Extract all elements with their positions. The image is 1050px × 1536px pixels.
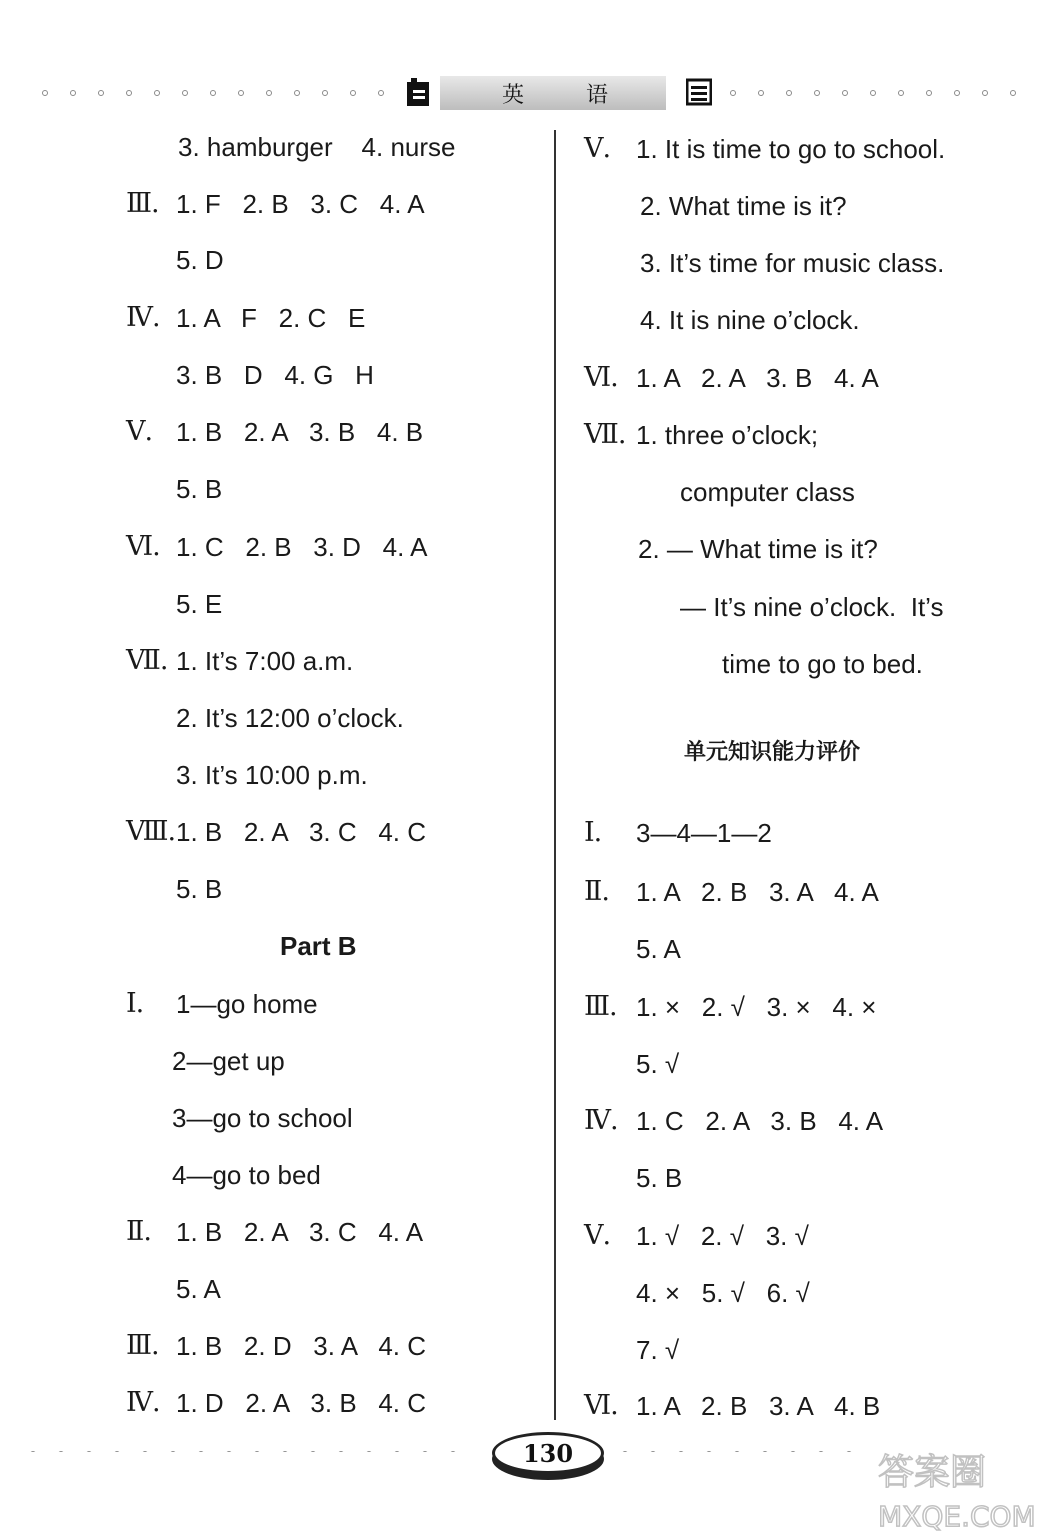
divider-dot <box>238 90 244 96</box>
divider-dot <box>450 1451 456 1452</box>
roman-numeral: Ⅶ. <box>584 419 626 450</box>
divider-dot <box>154 90 160 96</box>
roman-numeral: Ⅳ. <box>584 1105 618 1136</box>
subject-char-2: 语 <box>586 83 609 108</box>
roman-numeral: Ⅰ. <box>584 817 602 848</box>
roman-numeral: Ⅱ. <box>126 1216 151 1247</box>
answer-line: 5. D <box>176 245 224 275</box>
answer-line: 1—go home <box>176 989 318 1019</box>
divider-dot <box>394 1451 400 1452</box>
page-header <box>0 70 1050 114</box>
divider-dot <box>758 90 764 96</box>
divider-dot <box>706 1451 712 1452</box>
header-dot-rule-left <box>42 90 402 96</box>
answer-line: 5. B <box>636 1163 683 1193</box>
footer-dot-rule-right <box>622 1444 872 1452</box>
column-divider <box>554 130 556 1420</box>
divider-dot <box>734 1451 740 1452</box>
divider-dot <box>30 1451 36 1452</box>
divider-dot <box>650 1451 656 1452</box>
divider-dot <box>814 90 820 96</box>
divider-dot <box>70 90 76 96</box>
answer-line: 5. E <box>176 589 223 619</box>
divider-dot <box>322 90 328 96</box>
svg-text:答案圈: 答案圈 <box>878 1452 987 1493</box>
watermark-logo <box>872 1440 1044 1536</box>
divider-dot <box>870 90 876 96</box>
answer-line: 5. A <box>636 934 681 964</box>
divider-dot <box>338 1451 344 1452</box>
divider-dot <box>170 1451 176 1452</box>
answer-line: 3. B D 4. G H <box>176 360 374 390</box>
answer-line: 1. B 2. A 3. C 4. C <box>176 817 427 847</box>
roman-numeral: Ⅵ. <box>584 1390 618 1421</box>
divider-dot <box>982 90 988 96</box>
roman-numeral: Ⅲ. <box>584 991 617 1022</box>
answer-line: 4—go to bed <box>172 1160 321 1190</box>
divider-dot <box>254 1451 260 1452</box>
divider-dot <box>226 1451 232 1452</box>
answer-line: time to go to bed. <box>722 649 923 679</box>
divider-dot <box>790 1451 796 1452</box>
roman-numeral: Ⅴ. <box>584 1220 611 1251</box>
answer-line: 1. F 2. B 3. C 4. A <box>176 189 425 219</box>
divider-dot <box>310 1451 316 1452</box>
divider-dot <box>282 1451 288 1452</box>
answer-line: 1. C 2. A 3. B 4. A <box>636 1106 884 1136</box>
divider-dot <box>954 90 960 96</box>
divider-dot <box>926 90 932 96</box>
divider-dot <box>294 90 300 96</box>
answer-line: 1. B 2. A 3. C 4. A <box>176 1217 424 1247</box>
answer-line: 2. It’s 12:00 o’clock. <box>176 703 404 733</box>
answer-line: 2—get up <box>172 1046 285 1076</box>
divider-dot <box>182 90 188 96</box>
divider-dot <box>898 90 904 96</box>
answer-line: 7. √ <box>636 1335 680 1365</box>
answer-line: 1. B 2. A 3. B 4. B <box>176 417 424 447</box>
divider-dot <box>678 1451 684 1452</box>
answer-line: 1. √ 2. √ 3. √ <box>636 1221 809 1251</box>
roman-numeral: Ⅳ. <box>126 302 160 333</box>
answer-line: 1. B 2. D 3. A 4. C <box>176 1331 427 1361</box>
divider-dot <box>198 1451 204 1452</box>
page-number: 130 <box>522 1439 574 1468</box>
answer-line: 3—go to school <box>172 1103 353 1133</box>
book-icon <box>405 76 431 108</box>
divider-dot <box>86 1451 92 1452</box>
answer-line: 1. It is time to go to school. <box>636 134 946 164</box>
divider-dot <box>350 90 356 96</box>
divider-dot <box>786 90 792 96</box>
divider-dot <box>818 1451 824 1452</box>
roman-numeral: Ⅵ. <box>126 531 160 562</box>
divider-dot <box>210 90 216 96</box>
answer-line: 3—4—1—2 <box>636 818 772 848</box>
divider-dot <box>622 1451 628 1452</box>
roman-numeral: Ⅱ. <box>584 876 609 907</box>
roman-numeral: Ⅴ. <box>584 133 611 164</box>
answer-line: 1. A F 2. C E <box>176 303 366 333</box>
roman-numeral: Ⅳ. <box>126 1387 160 1418</box>
roman-numeral: Ⅷ. <box>126 816 176 847</box>
answer-line: 1. A 2. B 3. A 4. A <box>636 877 879 907</box>
roman-numeral: Ⅶ. <box>126 645 168 676</box>
answer-line: 3. It’s 10:00 p.m. <box>176 760 368 790</box>
answer-line: 5. √ <box>636 1049 680 1079</box>
roman-numeral: Ⅴ. <box>126 416 153 447</box>
answer-line: 1. three o’clock; <box>636 420 819 450</box>
answer-line: 3. It’s time for music class. <box>640 248 945 278</box>
section-heading: Part B <box>280 931 357 961</box>
divider-dot <box>422 1451 428 1452</box>
answer-line: 3. hamburger 4. nurse <box>178 132 456 162</box>
subject-banner <box>440 76 666 110</box>
divider-dot <box>126 90 132 96</box>
answer-line: 5. A <box>176 1274 221 1304</box>
answer-line: 1. A 2. A 3. B 4. A <box>636 363 879 393</box>
answer-line: 1. C 2. B 3. D 4. A <box>176 532 428 562</box>
answer-line: 1. D 2. A 3. B 4. C <box>176 1388 427 1418</box>
answer-line: 1. A 2. B 3. A 4. B <box>636 1391 881 1421</box>
roman-numeral: Ⅲ. <box>126 188 159 219</box>
answer-line: 5. B <box>176 474 223 504</box>
section-heading: 单元知识能力评价 <box>684 740 861 765</box>
answer-line: 5. B <box>176 874 223 904</box>
answer-line: 2. What time is it? <box>640 191 847 221</box>
svg-text:MXQE.COM: MXQE.COM <box>878 1500 1036 1533</box>
subject-char-1: 英 <box>502 83 525 108</box>
divider-dot <box>1010 90 1016 96</box>
answer-line: 2. — What time is it? <box>638 534 878 564</box>
divider-dot <box>142 1451 148 1452</box>
divider-dot <box>366 1451 372 1452</box>
answer-line: computer class <box>680 477 855 507</box>
divider-dot <box>114 1451 120 1452</box>
divider-dot <box>378 90 384 96</box>
divider-dot <box>266 90 272 96</box>
divider-dot <box>842 90 848 96</box>
answer-line: 1. It’s 7:00 a.m. <box>176 646 354 676</box>
divider-dot <box>730 90 736 96</box>
notebook-icon <box>686 78 712 106</box>
header-dot-rule-right <box>730 90 1030 96</box>
roman-numeral: Ⅰ. <box>126 988 144 1019</box>
divider-dot <box>846 1451 852 1452</box>
answer-line: 1. × 2. √ 3. × 4. × <box>636 992 877 1022</box>
answer-line: 4. It is nine o’clock. <box>640 305 860 335</box>
divider-dot <box>98 90 104 96</box>
divider-dot <box>762 1451 768 1452</box>
divider-dot <box>42 90 48 96</box>
divider-dot <box>58 1451 64 1452</box>
answer-line: 4. × 5. √ 6. √ <box>636 1278 810 1308</box>
answer-line: — It’s nine o’clock. It’s <box>680 592 944 622</box>
footer-dot-rule-left <box>30 1444 485 1452</box>
roman-numeral: Ⅲ. <box>126 1330 159 1361</box>
roman-numeral: Ⅵ. <box>584 362 618 393</box>
